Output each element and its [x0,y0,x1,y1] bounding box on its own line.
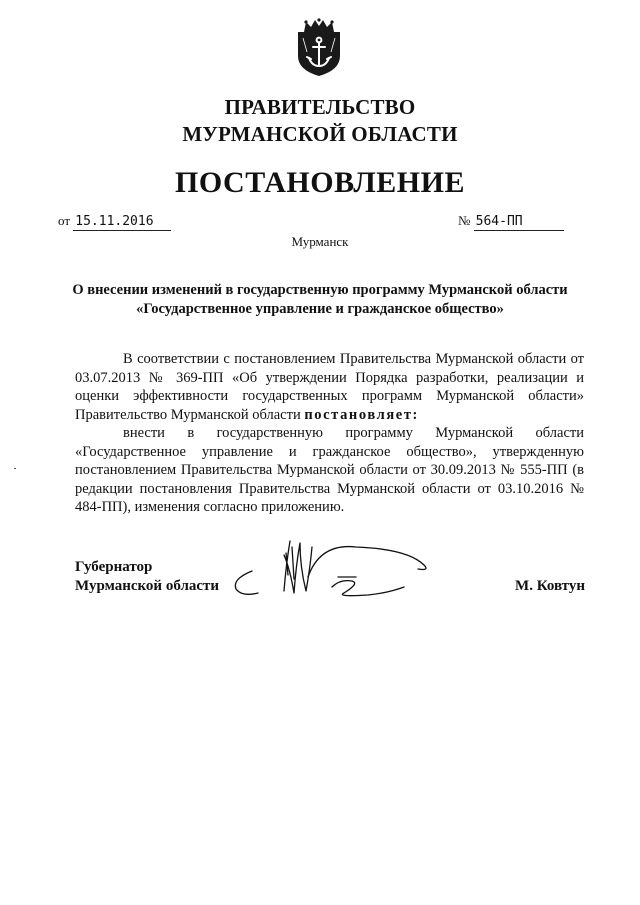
signatory-position-line2: Мурманской области [75,578,220,594]
issue-city: Мурманск [291,234,349,249]
scan-artifact [14,468,16,469]
government-title [0,94,640,148]
subject-line1: О внесении изменений в государственную программу Мурманской области [72,282,568,298]
document-date-row [58,213,171,231]
signatory-position-line1: Губернатор [75,559,153,575]
document-type: ПОСТАНОВЛЕНИЕ [175,166,465,199]
handwritten-signature-icon [228,535,438,605]
body-paragraph-1 [75,350,584,424]
document-number-row [458,213,564,231]
document-date: 15.11.2016 [73,214,171,231]
government-title-line1: ПРАВИТЕЛЬСТВО [224,95,416,119]
body-paragraph-1-text: В соответствии с постановлением Правительства Мурманской области от 03.07.2013 № 369-ПП «Об утверждении Порядка разработки, реализации и оценки эффективности государственных программ Мурманской области» Правительство Мурманской области [75,351,584,423]
document-body [75,350,584,517]
document-number: 564-ПП [474,214,564,231]
date-prefix: от [58,213,71,228]
subject-line2: «Государственное управление и гражданское общество» [136,301,504,317]
number-prefix: № [458,213,471,228]
coat-of-arms-icon [294,18,344,78]
signatory-name: М. Ковтун [515,578,585,594]
resolution-keyword: постановляет: [304,406,419,423]
government-title-line2: МУРМАНСКОЙ ОБЛАСТИ [182,122,458,146]
document-subject [70,281,570,319]
signatory-position [75,558,219,596]
body-paragraph-2: внести в государственную программу Мурманской области «Государственное управление и гражданское общество», утвержденную постановлением Правительства Мурманской области от 30.09.2013 № 555-ПП (в редакции постановления Правительства Мурманской области от 03.10.2016 № 484-ПП), изменения согласно приложению. [75,425,584,515]
